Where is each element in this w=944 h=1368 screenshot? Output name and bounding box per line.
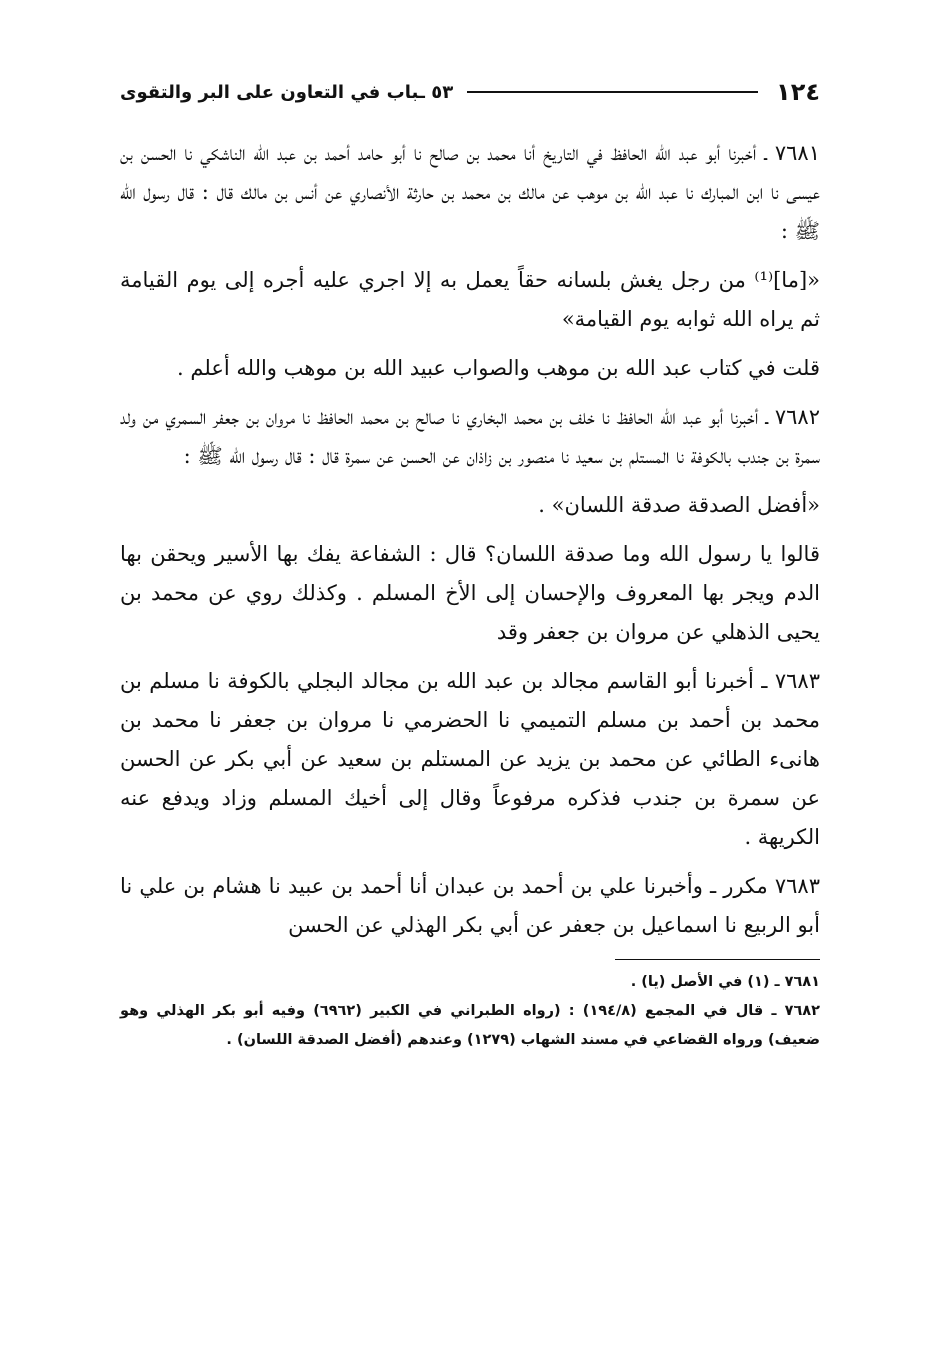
running-header — [120, 70, 820, 114]
footnote-7682: ٧٦٨٢ ـ قال في المجمع (١٩٤/٨) : (رواه الطبراني في الكبير (٦٩٦٢) وفيه أبو بكر الهذلي وهو ضعيف) ورواه القضاعي في مسند الشهاب (١٢٧٩) وعندهم (أفضل الصدقة اللسان) . — [120, 1003, 820, 1048]
footnote-7681: ٧٦٨١ ـ (١) في الأصل (يا) . — [630, 974, 820, 990]
hadith-7681-matn: «[ما]⁽¹⁾ من رجل يغش بلسانه حقاً يعمل به إلا اجري عليه أجره إلى يوم القيامة ثم يراه الله ثوابه يوم القيامة» — [120, 268, 820, 331]
book-page — [120, 70, 820, 1300]
footnote-separator — [615, 959, 820, 960]
hadith-7683: ٧٦٨٣ ـ أخبرنا أبو القاسم مجالد بن عبد الله بن مجالد البجلي بالكوفة نا مسلم بن محمد بن أحمد بن مسلم التميمي نا الحضرمي نا مروان بن جعفر نا محمد بن هانىء الطائي عن محمد بن يزيد عن المستلم بن سعيد عن أبي بكر عن الحسن عن سمرة بن جندب فذكره مرفوعاً وقال إلى أخيك المسلم وزاد ويدفع عنه الكريهة . — [120, 669, 820, 849]
hadith-7682: ٧٦٨٢ ـ أخبرنا أبو عبد الله الحافظ نا خلف بن محمد البخاري نا صالح بن محمد الحافظ نا مروان بن جعفر السمري من ولد سمرة بن جندب بالكوفة نا المستلم بن سعيد نا منصور بن زاذان عن الحسن عن سمرة قال : قال رسول الله ﷺ : — [120, 405, 820, 468]
chapter-title: ٥٣ ـباب في التعاون على البر والتقوى — [120, 81, 454, 103]
hadith-7683-repeat: ٧٦٨٣ مكرر ـ وأخبرنا علي بن أحمد بن عبدان أنا أحمد بن عبيد نا هشام بن علي نا أبو الربيع نا اسماعيل بن جعفر عن أبي بكر الهذلي عن الحسن — [120, 874, 820, 937]
hadith-7682-matn: «أفضل الصدقة صدقة اللسان» . — [538, 493, 820, 517]
hadith-7681: ٧٦٨١ ـ أخبرنا أبو عبد الله الحافظ في التاريخ أنا محمد بن صالح نا أبو حامد أحمد بن عبد الله الناشكي نا الحسن بن عيسى نا ابن المبارك نا عبد الله بن موهب عن مالك بن محمد بن حارثة الأنصاري عن أنس بن مالك قال : قال رسول الله ﷺ : — [120, 141, 820, 243]
page-number: ١٢٤ — [776, 78, 820, 106]
footnotes — [120, 968, 820, 1055]
header-rule — [467, 91, 758, 93]
hadith-7682-continuation: قالوا يا رسول الله وما صدقة اللسان؟ قال : الشفاعة يفك بها الأسير ويحقن بها الدم ويجر بها المعروف والإحسان إلى الأخ المسلم . وكذلك روي عن محمد بن يحيى الذهلي عن مروان بن جعفر وقد — [120, 542, 820, 644]
main-text — [120, 134, 820, 945]
author-note-7681: قلت في كتاب عبد الله بن موهب والصواب عبيد الله بن موهب والله أعلم . — [177, 356, 820, 380]
